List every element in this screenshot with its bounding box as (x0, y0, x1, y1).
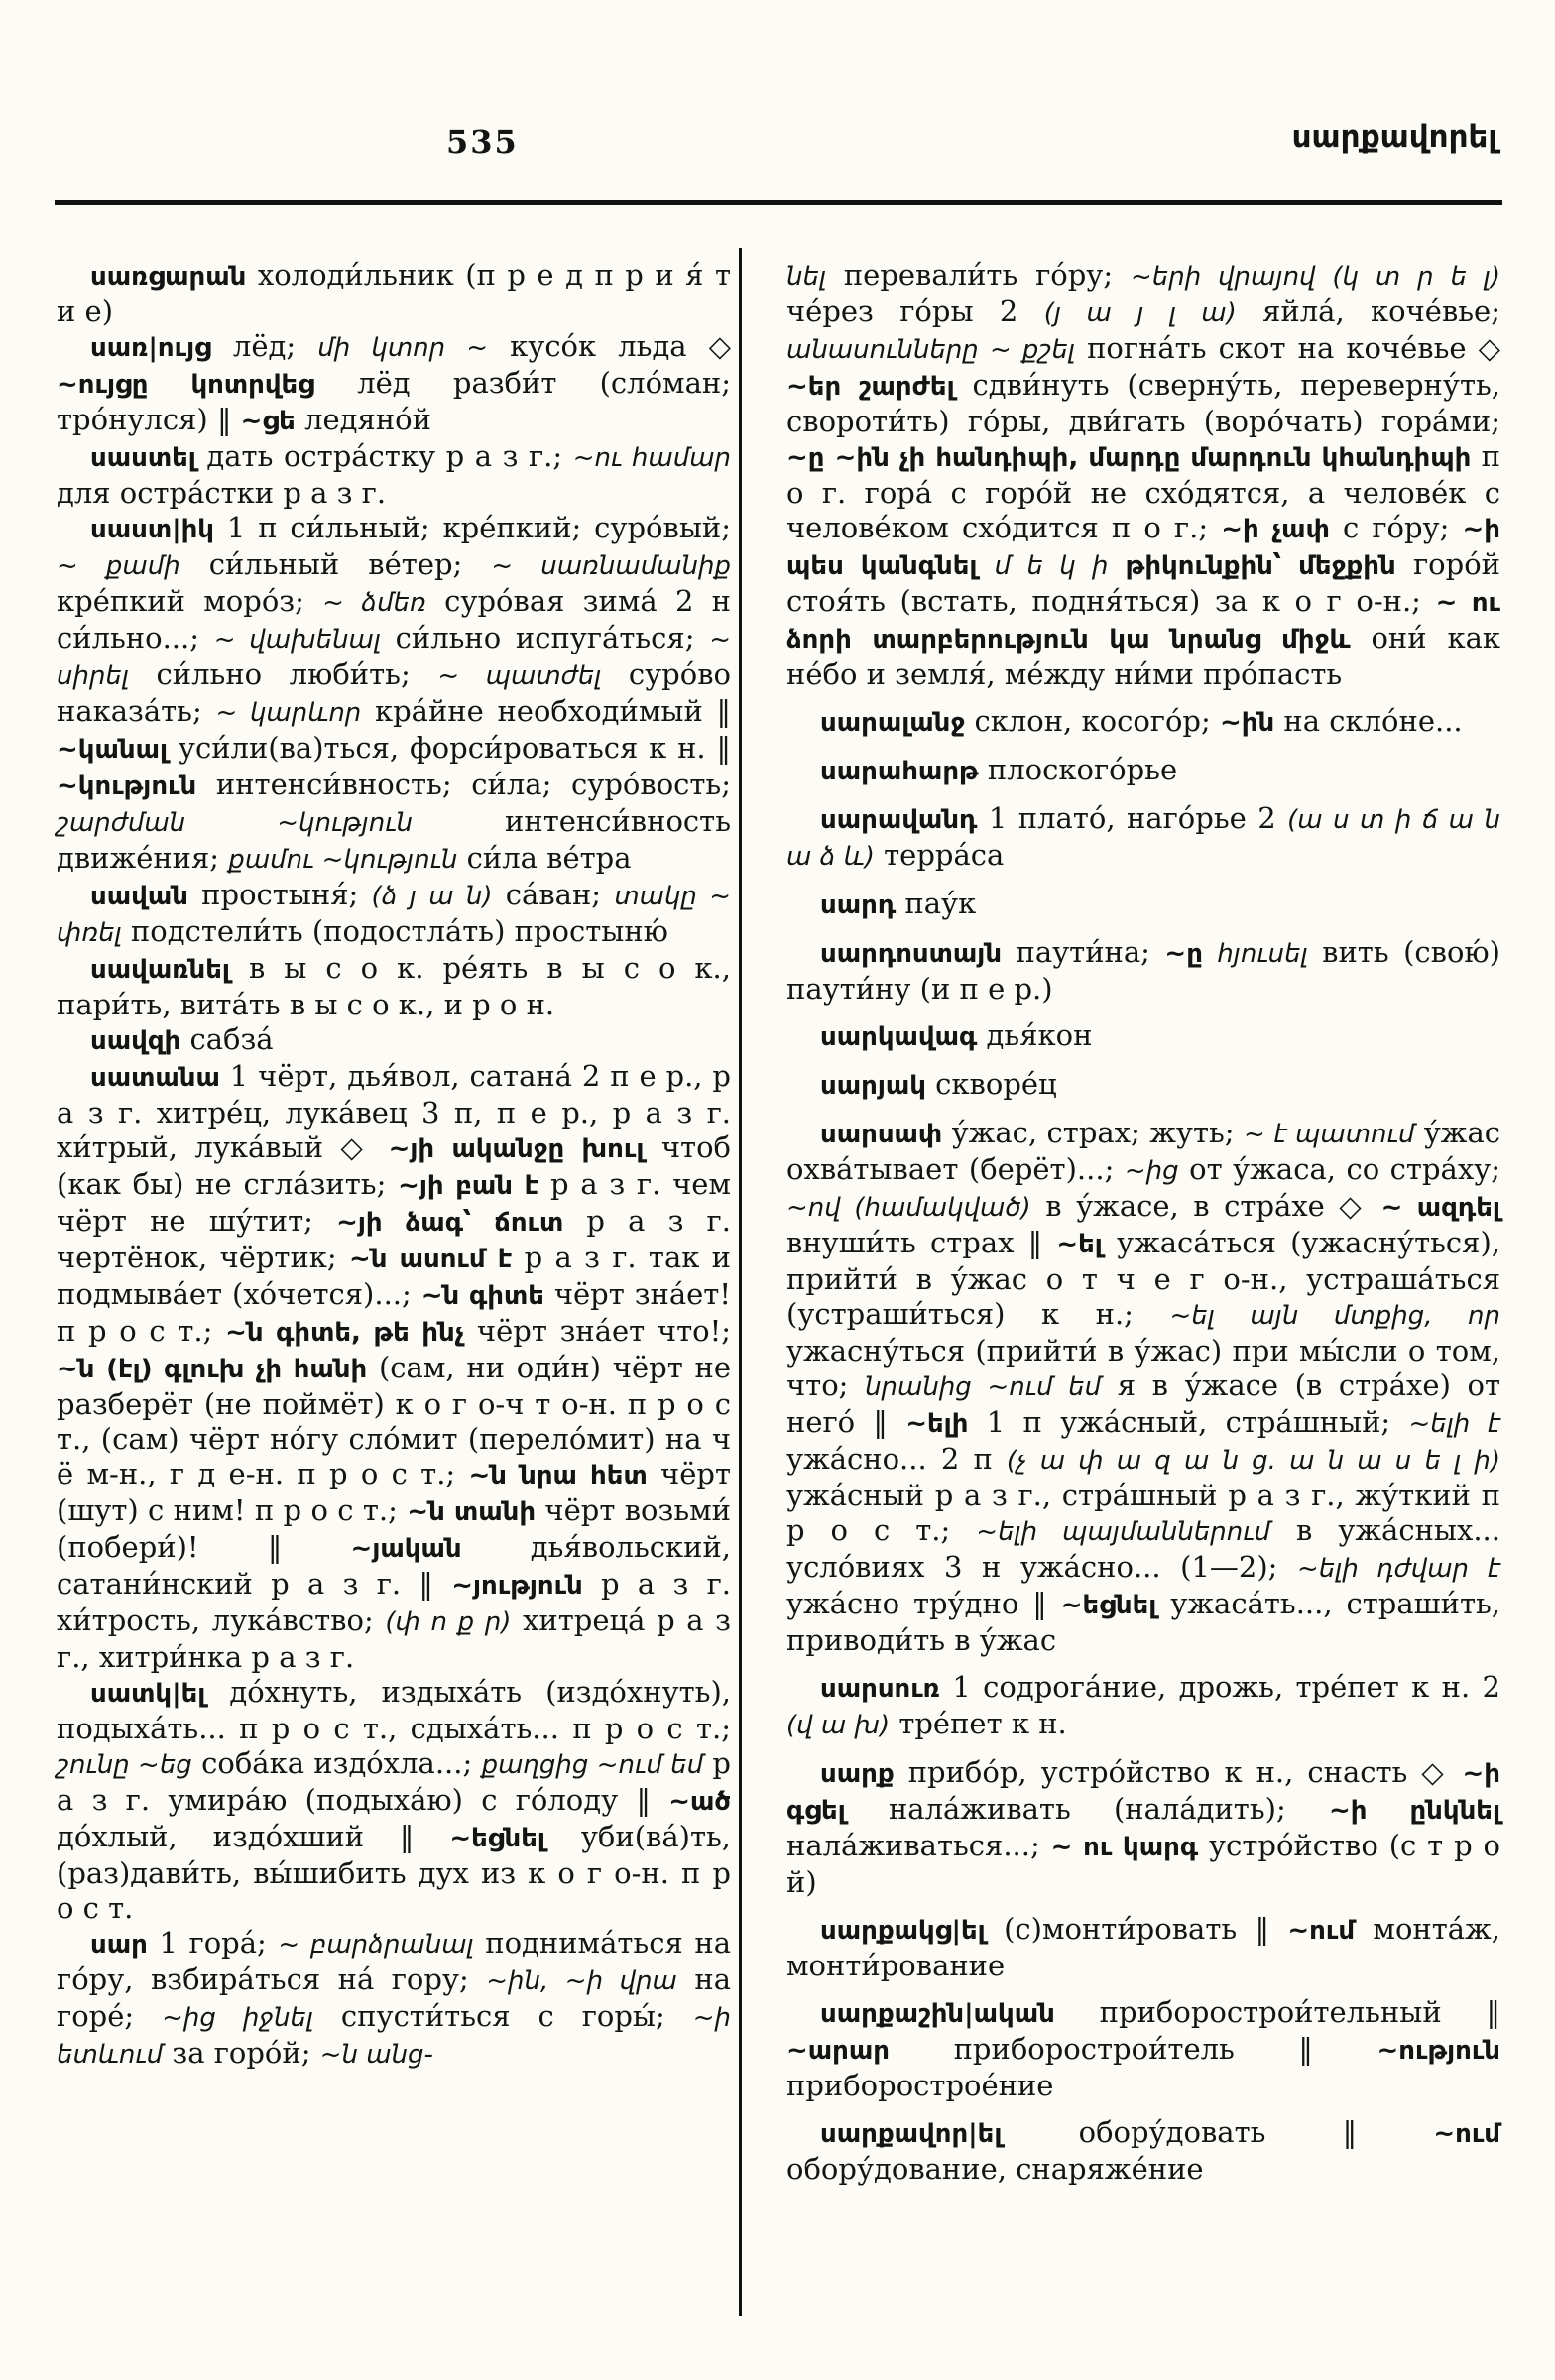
headword: սառ|ույց (90, 333, 211, 363)
entry-text: приборострое́ние (786, 2069, 1054, 2102)
headword: սարքավոր|ել (820, 2119, 1003, 2149)
entry-text: ~ու համար (572, 443, 732, 473)
entry-text: ~ել (1056, 1230, 1103, 1259)
entry-text: ~ելի է (1408, 1409, 1500, 1439)
entry-text: погна́ть скот на коче́вье ◇ (1074, 331, 1500, 365)
headword: սավան (90, 882, 188, 911)
entry-text: дать остра́стку р а з г.; (195, 439, 573, 473)
entry-text: մ ե կ ի (994, 551, 1109, 581)
entry-text: у́жас, страх; жуть; (942, 1116, 1244, 1149)
entry-text: նրանից ~ում եմ (865, 1372, 1102, 1402)
entry-text: 1 плато́, наго́рье 2 (977, 801, 1288, 835)
entry-text: 1 п ужа́сный, стра́шный; (968, 1405, 1409, 1439)
entry-text: суро́вая зима́ 2 н си́льно...; (57, 584, 732, 654)
entry-text: прибо́р, устро́йство к н., снасть ◇ (894, 1755, 1463, 1789)
entry-text: уби(ва́)ть, (раз)дави́ть, вы́шибить дух из к о г о-н. п р о с т. (57, 1820, 731, 1925)
entry-text: ~ից իջնել (162, 2003, 313, 2033)
entry-text: ~ի պես կանգնել (786, 515, 1500, 581)
entry-text: (ձ յ ա ն) (371, 882, 493, 911)
headword: սարքաշին|ական (820, 1999, 1055, 2029)
headword: սարք (820, 1759, 895, 1789)
dictionary-entry (57, 439, 731, 511)
entry-text: устро́йство (с т р о й) (786, 1829, 1500, 1899)
column-divider (739, 248, 742, 2316)
headword: սարսափ (820, 1120, 943, 1149)
dictionary-entry (57, 1059, 731, 1675)
dictionary-entry (786, 1912, 1500, 1983)
right-column (786, 258, 1500, 2187)
entry-text: яйла́, коче́вье; (1236, 295, 1500, 328)
entry-text: ~ը ~ին չի հանդիպի, մարդը մարդուն կհանդիպի (786, 443, 1472, 473)
entry-text: ~ում (1433, 2119, 1500, 2149)
entry-text: ~ին (1220, 708, 1275, 738)
left-column (57, 258, 731, 2073)
entry-text: ~եցնել (449, 1824, 545, 1853)
dictionary-entry (57, 511, 731, 878)
entry-text: нала́живать (нала́дить); (845, 1792, 1329, 1826)
entry-text: ~ կարևոր (215, 698, 362, 728)
entry-text: ужа́сно... 2 п (786, 1442, 1007, 1476)
entry-text: 1 гора́; (147, 1926, 279, 1960)
entry-text: в ы с о к. ре́ять в ы с о к., пари́ть, вита́ть в ы с о к., и р о н. (57, 951, 731, 1021)
entry-text: у́жас охва́тывает (берёт)...; (786, 1116, 1500, 1186)
entry-text: ~ սիրել (57, 625, 732, 691)
entry-text: ~ույցը կոտրվեց (57, 370, 314, 400)
dictionary-entry (786, 801, 1500, 875)
entry-text: անասունները ~ քշել (786, 335, 1075, 365)
entry-text: си́льно испуга́ться; (380, 621, 710, 654)
dictionary-entry (57, 951, 731, 1022)
entry-text: ~ած (668, 1787, 731, 1817)
entry-text: для остра́стки р а з г. (57, 476, 387, 510)
entry-text: простыня́; (187, 878, 372, 911)
entry-text: до́хнуть, издыха́ть (издо́хнуть), подыха́ть... п р о с т., сдыха́ть... п р о с т.; (57, 1675, 731, 1745)
header-rule (55, 200, 1502, 205)
entry-text: приборострои́тель ‖ (890, 2032, 1377, 2066)
entry-text: ~յի ձագ՝ ճուտ (336, 1208, 564, 1238)
entry-text: ~ի ընկնել (1328, 1796, 1501, 1826)
entry-text: ~ ազդել (1380, 1193, 1500, 1223)
headword: սառցարան (90, 262, 247, 292)
entry-text: ~ բարձրանալ (278, 1930, 474, 1960)
entry-text: ~ սառնամանիք (491, 551, 732, 581)
entry-text: пау́к (896, 887, 977, 920)
entry-text: (с)монти́ровать ‖ (985, 1912, 1288, 1946)
entry-text: нала́живаться...; (786, 1829, 1051, 1862)
entry-text: р а з г. так и подмыва́ет (хо́чется)...; (57, 1241, 731, 1311)
headword: սատկ|ել (90, 1679, 206, 1709)
dictionary-entry (57, 878, 731, 951)
entry-text: ужаса́ть..., страши́ть, приводи́ть в у́жас (786, 1587, 1501, 1657)
entry-text: чтоб (как бы) не сгла́зить; (57, 1130, 732, 1201)
entry-text: чёрт зна́ет! п р о с т.; (57, 1277, 731, 1348)
entry-text: вить (свою́) паути́ну (и п е р.) (786, 935, 1500, 1006)
dictionary-entry (57, 1675, 731, 1926)
entry-text: ~ն գիտե, թե ինչ (225, 1318, 465, 1348)
entry-text: ~յություն (451, 1571, 583, 1601)
entry-text: տակը ~ փռել (57, 882, 731, 948)
dictionary-entry (57, 1926, 731, 2073)
entry-text: сдви́нуть (сверну́ть, переверну́ть, свороти́ть) го́ры, дви́гать (воро́чать) гора́ми; (786, 368, 1500, 438)
entry-text: че́рез го́ры 2 (786, 295, 1044, 328)
entry-text: (վ ա խ) (786, 1711, 891, 1740)
entry-text: ~արար (786, 2036, 890, 2066)
entry-text: (сам, ни оди́н) чёрт не разберёт (не поймёт) к о г о-ч т о-н. п р о с т., (сам) чёрт но́гу сло́мит (перело́мит) на ч ё м-н., г д е-н. п р о с т.; (57, 1351, 731, 1490)
entry-text: р а з г. чертёнок, чёртик; (57, 1204, 731, 1274)
entry-text: ~ի գցել (786, 1759, 1500, 1826)
entry-text: ~ին, ~ի վրա (486, 1966, 677, 1996)
entry-text: р а з г. хи́трость, лука́вство; (57, 1567, 731, 1637)
dictionary-entry (57, 1022, 731, 1059)
entry-text: ~ ու ձորի տարբերություն կա նրանց միջև (786, 588, 1501, 654)
entry-text: р а з г. чем чёрт не шу́тит; (57, 1167, 731, 1238)
entry-text: ~երի վրայով (կ տ ր ե լ) (1130, 262, 1500, 292)
entry-text: на скло́не... (1274, 704, 1463, 738)
entry-text: поднима́ться на го́ру, взбира́ться на́ гору; (57, 1926, 731, 1996)
entry-text: холоди́льник (п р е д п р и я́ т и е) (57, 258, 731, 328)
headword: սավառնել (90, 955, 230, 985)
entry-text: ~յի բան է (398, 1171, 539, 1201)
headword: սատանա (90, 1063, 220, 1093)
entry-text: քամու ~կություն (228, 845, 458, 875)
entry-text: հյուսել (1217, 939, 1308, 969)
headword: սարավանդ (820, 805, 978, 835)
entry-text: си́льно люби́ть; (128, 657, 438, 691)
entry-text: ~ն ասում է (348, 1245, 513, 1274)
entry-text: за горо́й; (163, 2036, 320, 2070)
entry-text: ~ն (էլ) գլուխ չի հանի (57, 1355, 368, 1384)
entry-text: ~ ու կարգ (1050, 1833, 1199, 1862)
entry-text: суро́во наказа́ть; (57, 657, 731, 728)
entry-text: ледяно́й (295, 403, 431, 436)
headword: սարկավագ (820, 1022, 978, 1052)
entry-text: сабза́ (180, 1022, 274, 1056)
entry-text: чёрт возьми́ (побери́)! ‖ (57, 1493, 731, 1564)
entry-text: са́ван; (492, 878, 615, 911)
entry-text: ужа́сно тру́дно ‖ (786, 1587, 1061, 1620)
dictionary-entry (786, 2115, 1500, 2187)
running-head: սարքավորել (1291, 119, 1497, 155)
entry-text: ~կություն (57, 772, 197, 801)
entry-text: си́ла ве́тра (457, 841, 632, 875)
page-number: 535 (446, 123, 519, 161)
entry-text: ~յական (350, 1534, 462, 1564)
entry-text: спусти́ться с горы́; (312, 1999, 693, 2033)
entry-text: приборострои́тельный ‖ (1054, 1995, 1500, 2029)
entry-text: թիկունքին՝ մեջքին (1108, 551, 1396, 581)
entry-text: քաղցից ~ում եմ (481, 1750, 704, 1780)
entry-text: склон, косого́р; (965, 704, 1220, 738)
entry-text: (յ ա յ լ ա) (1043, 298, 1237, 328)
entry-text: лёд разби́т (сло́ман; тро́нулся) ‖ (57, 366, 731, 436)
entry-text: с го́ру; (1329, 511, 1463, 544)
entry-text: кре́пкий моро́з; (57, 584, 323, 618)
dictionary-entry (786, 1067, 1500, 1104)
headword: սարահարթ (820, 757, 979, 786)
entry-text: մի կտոր ~ (317, 333, 489, 363)
entry-text: перевали́ть го́ру; (826, 258, 1131, 292)
headword: սար (90, 1930, 148, 1960)
entry-text: тре́пет к н. (890, 1707, 1067, 1740)
entry-text: хитреца́ р а з г., хитри́нка р а з г. (57, 1604, 731, 1674)
entry-text: ~ցե (240, 407, 296, 436)
headword: սարդ (820, 891, 897, 920)
entry-text: обору́дование, снаряже́ние (786, 2152, 1204, 2186)
dictionary-entry (57, 329, 731, 439)
entry-text: р а з г. умира́ю (подыха́ю) с го́лоду ‖ (57, 1746, 731, 1817)
dictionary-entry (786, 1670, 1500, 1743)
entry-text: ужаса́ться (ужасну́ться), прийти́ в у́жас о т ч е г о-н., устраша́ться (устраши́ться) к н.; (786, 1226, 1500, 1331)
entry-text: շարժման ~կություն (57, 808, 413, 838)
entry-text: терра́са (874, 838, 1005, 872)
entry-text: чёрт (шут) с ним! п р о с т.; (57, 1457, 731, 1527)
entry-text: ~յի ականջը խուլ (388, 1134, 645, 1164)
entry-text: горо́й стоя́ть (встать, подня́ться) за к о г о-н.; (786, 547, 1500, 618)
entry-text: ~ ձմեռ (322, 588, 426, 618)
entry-text: 1 чёрт, дья́вол, сатана́ 2 п е р., р а з г. хитре́ц, лука́вец 3 п, п е р., р а з г. хи́трый, лука́вый ◇ (57, 1059, 731, 1164)
entry-text: ~ի չափ (1221, 515, 1330, 544)
dictionary-entry (786, 1018, 1500, 1055)
entry-text: ~ է պատում (1243, 1120, 1415, 1149)
entry-text: 1 п си́льный; кре́пкий; суро́вый; (214, 511, 731, 544)
entry-text: ~ելի (905, 1409, 969, 1439)
entry-text: նել (786, 262, 827, 292)
entry-text: до́хлый, издо́хший ‖ (57, 1820, 450, 1853)
entry-text: 1 содрога́ние, дрожь, тре́пет к н. 2 (940, 1670, 1500, 1704)
entry-text: ~ում (1287, 1916, 1356, 1946)
entry-text: дья́вольский, сатани́нский р а з г. ‖ (57, 1530, 731, 1601)
headword: սավզի (90, 1026, 181, 1056)
entry-text: ~եր շարժել (786, 372, 955, 402)
entry-text: лёд; (210, 329, 318, 363)
entry-text: ужа́сный р а з г., стра́шный р а з г., жу́ткий п р о с т.; (786, 1479, 1500, 1547)
entry-text: внуши́ть страх ‖ (786, 1226, 1057, 1259)
dictionary-entry (786, 1755, 1500, 1900)
entry-text: в у́жасе, в стра́хе ◇ (1030, 1189, 1381, 1223)
entry-text: ~ն տանի (407, 1497, 537, 1527)
entry-text: շունը ~եց (57, 1750, 192, 1780)
entry-text: ~ պատժել (437, 661, 602, 691)
dictionary-entry (786, 1995, 1500, 2103)
entry-text: ~եցնել (1060, 1591, 1157, 1620)
entry-text: от у́жаса, со стра́ху; (1178, 1152, 1501, 1186)
entry-text: уси́ли(ва)ться, форси́роваться к н. ‖ (168, 731, 731, 765)
entry-text: на горе́; (57, 1963, 731, 2033)
entry-text: ~ելի պայմաններում (976, 1517, 1270, 1547)
entry-text: плоского́рье (978, 753, 1178, 786)
entry-text: интенси́вность; си́ла; суро́вость; (196, 768, 731, 801)
entry-text: ~ելի դժվար է (1297, 1554, 1500, 1584)
entry-text: интенси́вность движе́ния; (57, 804, 731, 875)
entry-text: (ա ս տ ի ճ ա ն ա ձ և) (786, 805, 1500, 872)
entry-text: монта́ж, монти́рование (786, 1912, 1500, 1982)
entry-text: кусо́к льда ◇ (488, 329, 732, 363)
headword: սարսուռ (820, 1674, 940, 1704)
entry-text: ~ություն (1376, 2036, 1500, 2066)
entry-text: они́ как не́бо и земля́, ме́жду ни́ми про́пасть (786, 621, 1500, 691)
entry-text: ~ն նրա հետ (468, 1461, 648, 1490)
dictionary-entry (786, 258, 1500, 692)
entry-text: ~ել այն մտքից, որ (1169, 1301, 1500, 1331)
entry-text: скворе́ц (925, 1067, 1057, 1101)
entry-text: ~կանալ (57, 735, 169, 765)
entry-text: ~ քամի (57, 551, 180, 581)
entry-text: кра́йне необходи́мый ‖ (361, 694, 732, 728)
headword: սաստ|իկ (90, 515, 215, 544)
entry-text: ~ը (1164, 939, 1218, 969)
dictionary-entry (786, 704, 1500, 741)
entry-text: ~ից (1124, 1156, 1179, 1186)
entry-text: си́льный ве́тер; (179, 547, 492, 581)
entry-text: п о г. гора́ с горо́й не схо́дятся, а челове́к с челове́ком схо́дится п о г.; (786, 439, 1500, 544)
entry-text: ~ն անց- (319, 2040, 433, 2070)
dictionary-entry (786, 753, 1500, 789)
entry-text: в ужа́сных... усло́виях 3 н ужа́сно... (1—2); (786, 1513, 1500, 1584)
entry-text: паути́на; (1002, 935, 1165, 969)
entry-text: (չ ա փ ա զ ա ն ց. ա ն ա ս ե լ ի) (1006, 1446, 1500, 1476)
headword: սարալանջ (820, 708, 966, 738)
entry-text: ужасну́ться (прийти́ в у́жас) при мы́сли о том, что; (786, 1334, 1500, 1402)
headword: սարդոստայն (820, 939, 1003, 969)
entry-text: обору́довать ‖ (1002, 2115, 1434, 2149)
entry-text: ~ի ետևում (57, 2003, 732, 2070)
dictionary-entry (786, 887, 1500, 923)
entry-text: чёрт зна́ет что!; (464, 1314, 731, 1348)
entry-text: ~ն գիտե (420, 1281, 544, 1311)
headword: սարյակ (820, 1071, 926, 1101)
dictionary-entry (786, 1116, 1500, 1658)
entry-text: я в у́жасе (в стра́хе) от него́ ‖ (786, 1368, 1500, 1439)
entry-text: ~ով (համակված) (786, 1193, 1031, 1223)
dictionary-entry (57, 258, 731, 329)
entry-text: соба́ка издо́хла...; (191, 1746, 482, 1780)
dictionary-entry (786, 935, 1500, 1007)
entry-text: ~ վախենալ (213, 625, 381, 654)
entry-text: (փ ո ք ր) (385, 1607, 512, 1637)
headword: սարքակց|ել (820, 1916, 986, 1946)
entry-text: подстели́ть (подостла́ть) простыню́ (121, 914, 668, 948)
headword: սաստել (90, 443, 196, 473)
entry-text: дья́кон (977, 1018, 1093, 1052)
